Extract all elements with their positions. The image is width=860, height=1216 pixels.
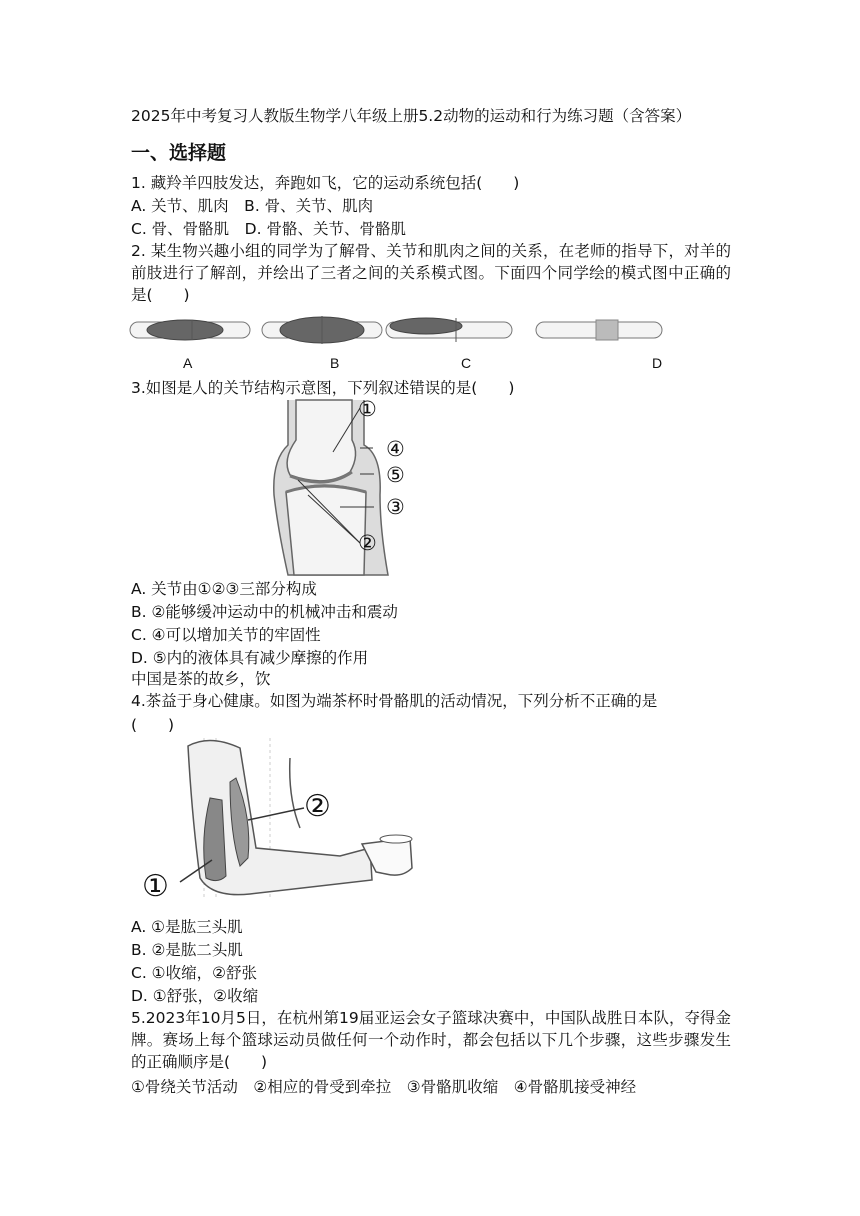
q2-figure-b (262, 310, 382, 350)
q3-marker-3: ③ (386, 495, 405, 519)
section-heading: 一、选择题 (131, 142, 227, 164)
q5-steps: ①骨绕关节活动 ②相应的骨受到牵拉 ③骨骼肌收缩 ④骨骼肌接受神经 (131, 1078, 637, 1096)
q2-label-b: B (330, 355, 340, 371)
stray-text-line: 中国是茶的故乡，饮 (131, 670, 271, 688)
q2-figure-c (386, 310, 512, 350)
q2-label-a: A (183, 355, 193, 371)
q4-stem-line1: 4.茶益于身心健康。如图为端茶杯时骨骼肌的活动情况，下列分析不正确的是 (131, 692, 658, 710)
q4-option-b: B. ②是肱二头肌 (131, 941, 243, 959)
q4-marker-1: ① (142, 869, 169, 904)
q3-option-a: A. 关节由①②③三部分构成 (131, 580, 317, 598)
q2-figure-a (130, 310, 250, 350)
q5-stem: 5.2023年10月5日，在杭州第19届亚运会女子篮球决赛中，中国队战胜日本队，夺得金牌。赛场上每个篮球运动员做任何一个动作时，都会包括以下几个步骤，这些步骤发生的正确顺序是( ) (131, 1009, 731, 1071)
q4-option-a: A. ①是肱三头肌 (131, 918, 243, 936)
q4-marker-2: ② (304, 789, 331, 824)
q1-options-cd: C. 骨、骨骼肌 D. 骨骼、关节、骨骼肌 (131, 220, 406, 238)
joint-structure-diagram (268, 397, 418, 575)
document-title: 2025年中考复习人教版生物学八年级上册5.2动物的运动和行为练习题（含答案） (131, 107, 692, 125)
q3-marker-1: ① (358, 397, 377, 421)
q3-option-d: D. ⑤内的液体具有减少摩擦的作用 (131, 649, 369, 667)
q3-marker-4: ④ (386, 437, 405, 461)
q2-figure-d (536, 310, 662, 350)
q4-option-c: C. ①收缩，②舒张 (131, 964, 257, 982)
q2-stem: 2. 某生物兴趣小组的同学为了解骨、关节和肌肉之间的关系，在老师的指导下，对羊的前肢进行了解剖，并绘出了三者之间的关系模式图。下面四个同学绘的模式图中正确的是( ) (131, 242, 731, 304)
q2-label-c: C (461, 355, 472, 371)
q3-marker-5: ⑤ (386, 463, 405, 487)
arm-muscle-diagram (140, 738, 425, 913)
q2-label-d: D (652, 355, 663, 371)
q3-marker-2: ② (358, 531, 377, 555)
q1-stem: 1. 藏羚羊四肢发达，奔跑如飞，它的运动系统包括( ) (131, 174, 520, 192)
q4-stem-line2: ( ) (131, 716, 175, 734)
q3-option-b: B. ②能够缓冲运动中的机械冲击和震动 (131, 603, 398, 621)
q3-option-c: C. ④可以增加关节的牢固性 (131, 626, 321, 644)
q1-options-ab: A. 关节、肌肉 B. 骨、关节、肌肉 (131, 197, 374, 215)
q3-stem: 3.如图是人的关节结构示意图，下列叙述错误的是( ) (131, 379, 515, 397)
q4-option-d: D. ①舒张，②收缩 (131, 987, 259, 1005)
